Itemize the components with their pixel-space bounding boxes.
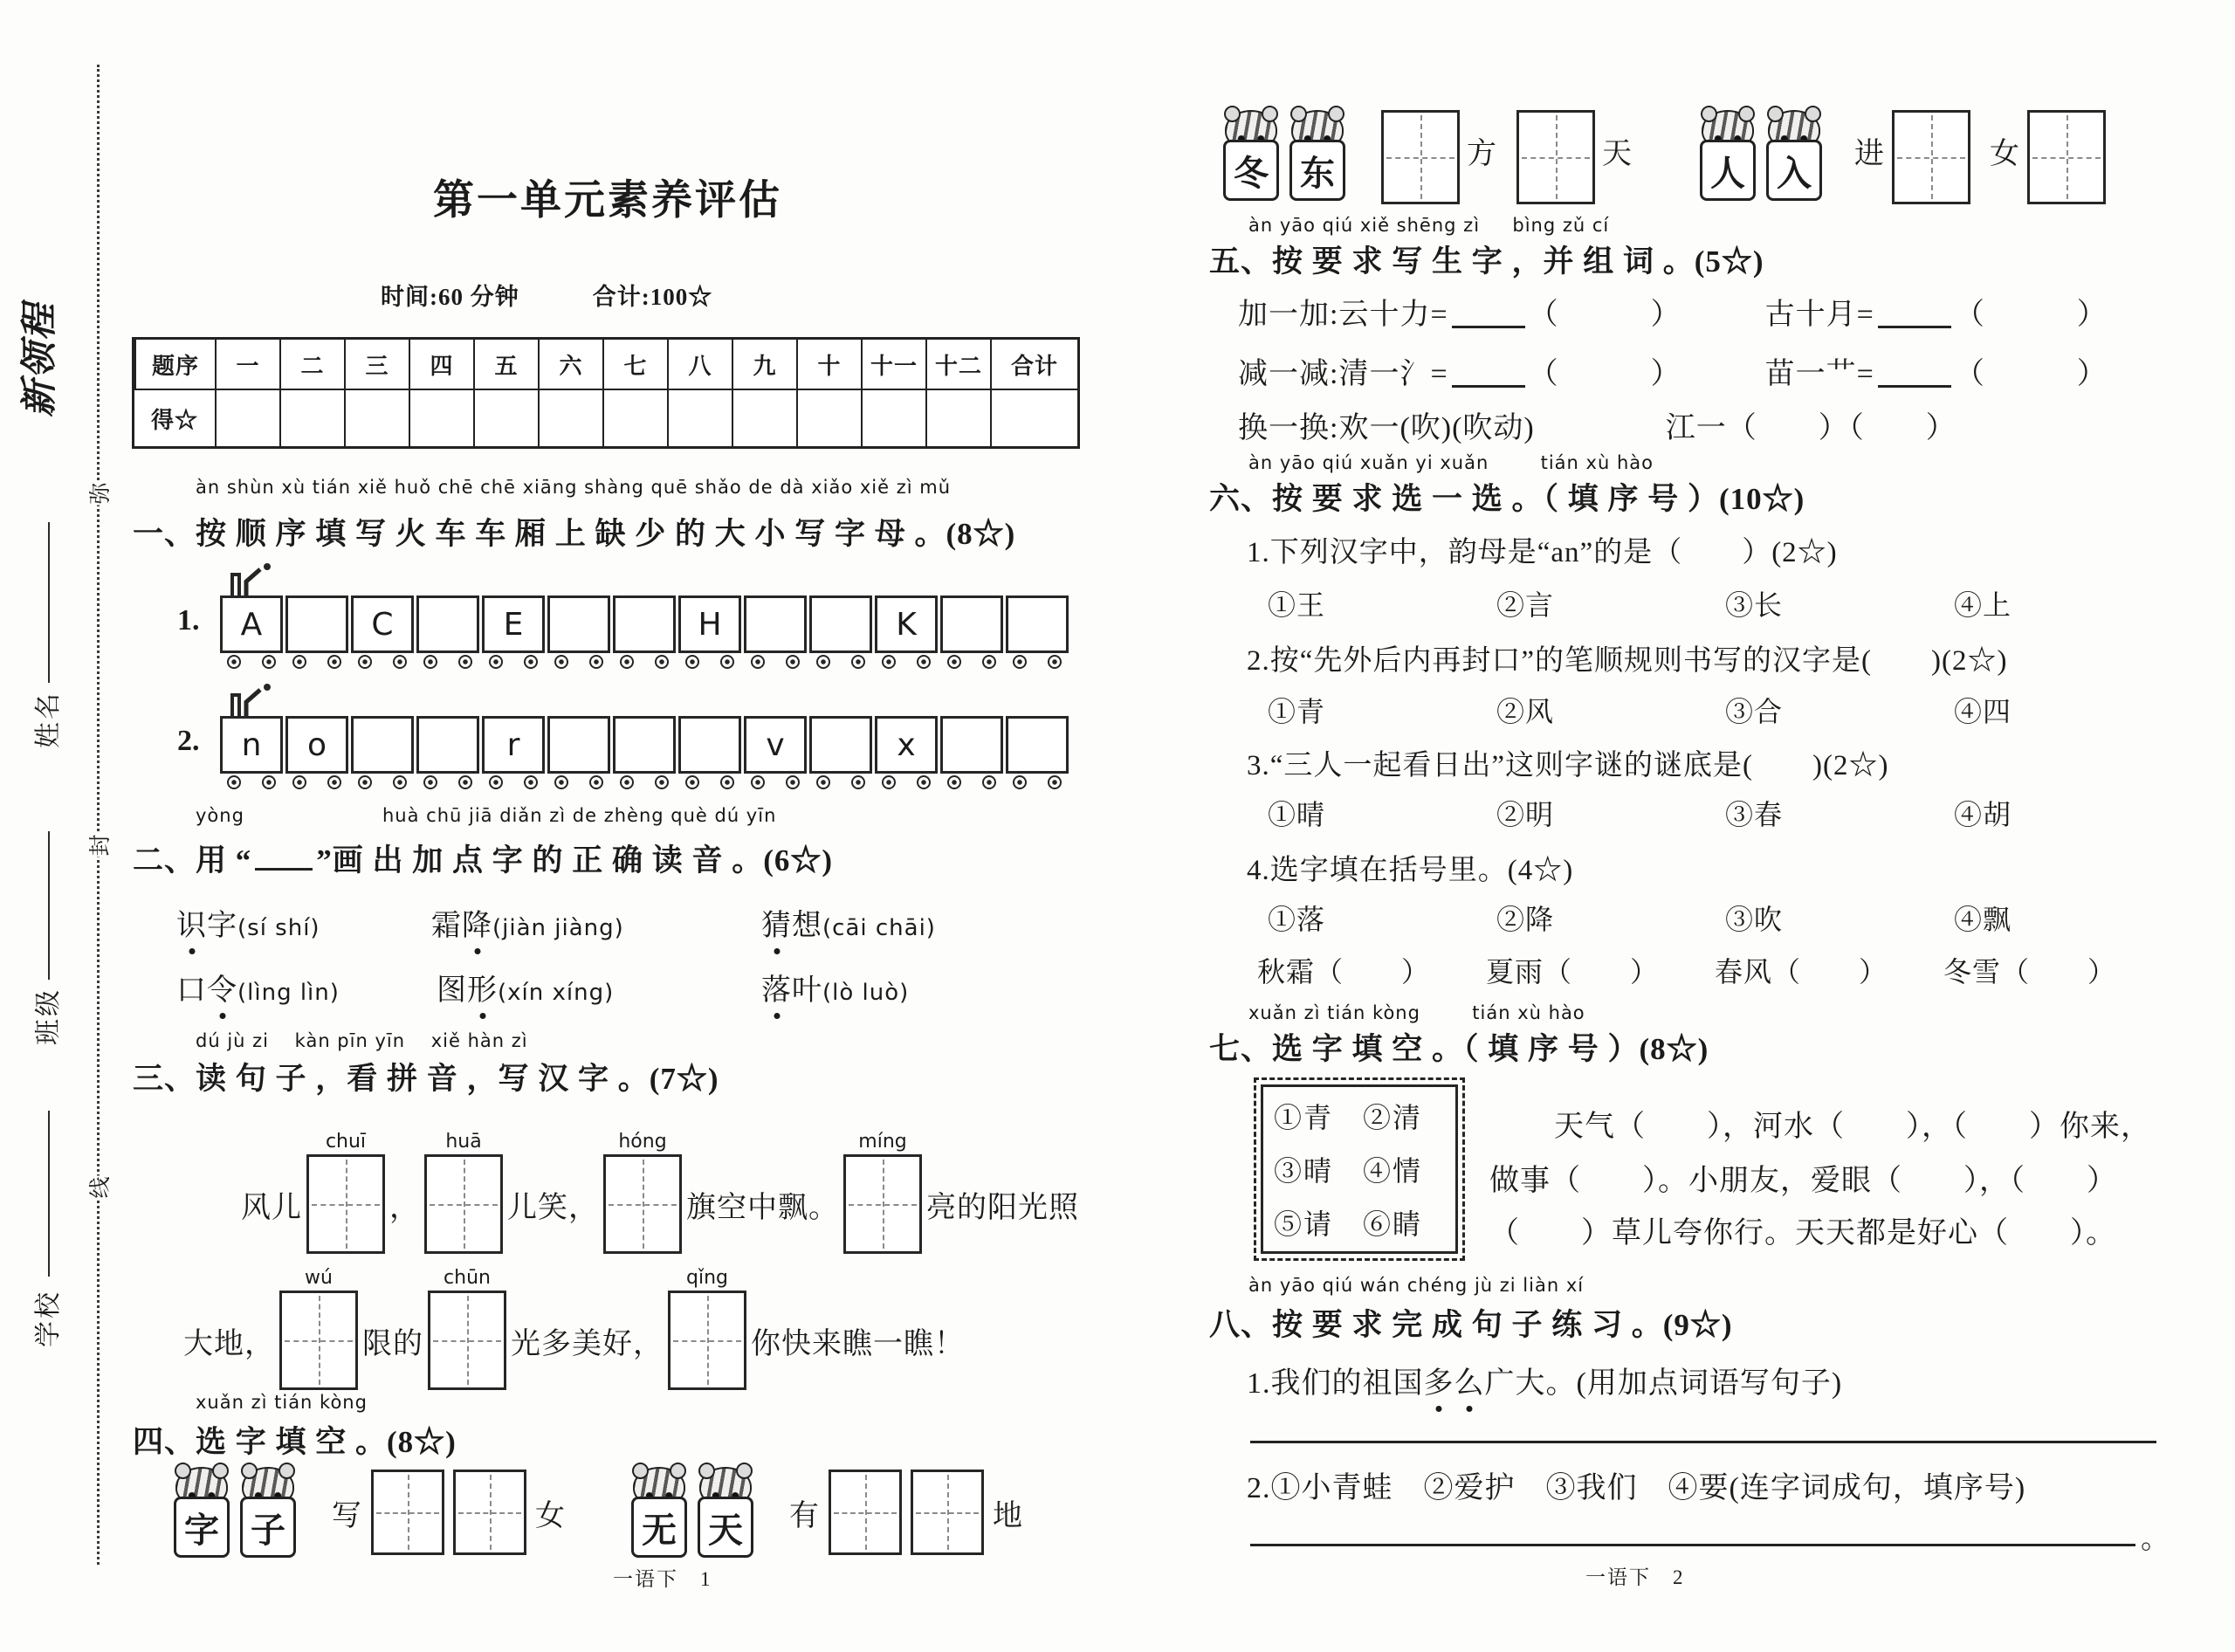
q6-sub2: 2.按“先外后内再封口”的笔顺规则书写的汉字是( )(2☆) (1247, 645, 2008, 677)
option-item: ③吹 (1725, 904, 1784, 935)
q2-word-tuxing: 图形(xín xíng) (437, 966, 614, 1008)
train-car-blank (744, 595, 807, 653)
word-blank-item: 春风（ ） (1715, 956, 1888, 988)
train-car-blank: C (351, 595, 414, 653)
train-car-blank (1006, 595, 1069, 653)
page-title: 第一单元素养评估 (433, 178, 782, 224)
tiger-icon (1764, 110, 1825, 201)
train-car-blank (613, 716, 676, 774)
train-car-blank (940, 595, 1003, 653)
name-blank-line (48, 522, 50, 683)
answer-blank (1878, 294, 1951, 328)
q5-subtract-row: 减一减:清一氵= （ ） 苗一艹= （ ） (1238, 349, 2108, 392)
option-item: ④上 (1954, 589, 2012, 621)
q8-pinyin: àn yāo qiú wán chéng jù zi liàn xí (1248, 1275, 1585, 1296)
writing-box: huā (424, 1154, 503, 1254)
tiger-icon (629, 1467, 690, 1558)
train-car-blank (416, 716, 479, 774)
train-car-blank: o (285, 716, 348, 774)
score-table-header-cell: 十 (796, 340, 861, 389)
score-table-header-cell: 五 (473, 340, 538, 389)
score-empty-cell (344, 389, 409, 446)
q6-options-3 (1268, 793, 2183, 833)
score-empty-cell (602, 389, 667, 446)
q4-exercise-row: 字 子 写 女 无 天 有 地 (171, 1467, 1023, 1558)
q8-sub1: 1.我们的祖国多么广大。(用加点词语写句子) (1247, 1359, 1842, 1401)
tiger-mascots (171, 1467, 299, 1558)
score-table-header-cell: 九 (732, 340, 796, 389)
q8-sub2: 2.①小青蛙 ②爱护 ③我们 ④要(连字词成句，填序号) (1247, 1472, 2026, 1504)
writing-box (1516, 110, 1595, 204)
option-item: ①青 (1268, 696, 1326, 727)
q1-pinyin: àn shùn xù tián xiě huǒ chē chē xiāng shàng quē shǎo de dà xiǎo xiě zì mǔ (196, 477, 952, 498)
writing-box (371, 1470, 444, 1555)
score-table (132, 337, 1080, 449)
q6-heading: 六、按 要 求 选 一 选 。（ 填 序 号 ）(10☆) (1209, 482, 1805, 516)
q2-pinyin-yong: yòng (196, 805, 244, 826)
q7-choice-box (1261, 1084, 1458, 1254)
word-blank-item: 夏雨（ ） (1486, 956, 1660, 988)
q7-pinyin: xuǎn zì tián kòng tián xù hào (1248, 1002, 1585, 1023)
writing-box: chūn (428, 1291, 506, 1390)
q3-heading: 三、读 句 子 ，看 拼 音 ，写 汉 字 。(7☆) (133, 1062, 719, 1096)
answer-blank (1878, 354, 1951, 388)
train-car-blank (416, 595, 479, 653)
score-table-header-cell: 二 (279, 340, 344, 389)
tiger-card: 字 (174, 1497, 230, 1558)
train-car-blank: A (220, 595, 283, 653)
tiger-card: 天 (698, 1497, 753, 1558)
train-car-blank (613, 595, 676, 653)
q2-heading: 二、用 “ ”画 出 加 点 字 的 正 确 读 音 。(6☆) (133, 843, 834, 878)
q6-sub3: 3.“三人一起看日出”这则字谜的谜底是( )(2☆) (1247, 750, 1889, 781)
score-empty-cell (409, 389, 473, 446)
option-item: ②风 (1496, 696, 1555, 727)
q3-sentence-1: 风儿 chuī ， huā 儿笑， hóng 旗空中飘。 míng 亮的阳光照 (241, 1154, 1079, 1254)
tiger-icon (1287, 110, 1348, 201)
writing-box (829, 1470, 902, 1555)
train-car-blank (678, 716, 741, 774)
tiger-icon (237, 1467, 299, 1558)
q7-line2: 做事（ ）。小朋友，爱眼（ ），（ ） (1489, 1165, 2117, 1197)
score-empty-cell (732, 389, 796, 446)
exam-paper-scan: 新领程 弥 封 线 姓名 班级 学校 第一单元素养评估 时间:60 分钟 合计:100☆ 题序 一 二 三 四 五 六 七 八 九 十 十一 十二 合计 得☆ àn shùn xù tián xiě huǒ chē chē xiāng shàng quē shǎo de dà xiǎo xiě zì mǔ 一、按 顺 序 填 写 火 车 车 厢 上 缺 少 的 大 小 写 字 母 。(8☆) 1. A C E H K 2. n o r v x yòng huà chū jiā diǎn zì de zhèng què dú yīn 二、用 “ ”画 出 加 点 字 的 正 确 读 音 。(6☆) 识字(sí shí) 霜降(jiàn jiàng) 猜想(cāi chāi) 口令(lìng lìn) 图形(xín xíng) 落叶(lò luò) dú jù zi kàn pīn yīn xiě hàn zì 三、读 句 子 ，看 拼 音 ，写 汉 字 。(7☆) 风儿 chuī ， huā 儿笑， hóng 旗空中飘。 míng 亮的阳光照 大地， wú 限的 chūn 光多美好， qǐng 你快来瞧一瞧！ xuǎn zì tián kòng 四、选 字 填 空 。(8☆) 字 子 写 女 无 天 有 地 一语下 1 冬 东 方 天 人 入 进 女 àn yāo qiú xiě shēng zì bìng zǔ cí 五、按 要 求 写 生 字 ，并 组 词 。(5☆) 加一加:云十力= （ ） 古十月= （ ） 减一减:清一氵= （ ） 苗一艹= （ ） 换一换:欢一(吹)(吹动) 江一（ ）（ ） àn yāo qiú xuǎn yi xuǎn tián xù hào 六、按 要 求 选 一 选 。（ 填 序 号 ）(10☆) 1.下列汉字中，韵母是“an”的是（ ）(2☆) ①王 ②言 ③长 ④上 2.按“先外后内再封口”的笔顺规则书写的汉字是( )(2☆) ①青 ②风 ③合 ④四 3.“三人一起看日出”这则字谜的谜底是( )(2☆) ①晴 ②明 ③春 ④胡 4.选字填在括号里。(4☆) ①落 ②降 ③吹 ④飘 秋霜（ ） 夏雨（ ） 春风（ ） 冬雪（ ） xuǎn zì tián kòng tián xù hào 七、选 字 填 空 。（ 填 序 号 ）(8☆) ①青 ②清 ③晴 ④情 ⑤请 ⑥睛 天气（ ），河水（ ），（ ）你来， 做事（ ）。小朋友，爱眼（ ），（ ） （ ）草儿夸你行。天天都是好心（ ）。 àn yāo qiú wán chéng jù zi liàn xí 八、按 要 求 完 成 句 子 练 习 。(9☆) 1.我们的祖国多么广大。(用加点词语写句子) 2.①小青蛙 ②爱护 ③我们 ④要(连字词成句，填序号) 。 一语下 2 (0, 0, 2235, 1652)
option-item: ②降 (1496, 904, 1555, 935)
underline-blank (255, 842, 313, 871)
locomotive-chimney-icon (225, 562, 274, 597)
answer-blank (1452, 354, 1525, 388)
q6-options-2 (1268, 690, 2183, 730)
writing-box (453, 1470, 526, 1555)
q6-sub1: 1.下列汉字中，韵母是“an”的是（ ）(2☆) (1247, 537, 1838, 568)
q3-sentence-2: 大地， wú 限的 chūn 光多美好， qǐng 你快来瞧一瞧！ (183, 1291, 965, 1390)
tiger-mascots (1697, 110, 1825, 201)
answer-blank (1452, 294, 1525, 328)
q1-heading: 一、按 顺 序 填 写 火 车 车 厢 上 缺 少 的 大 小 写 字 母 。(8☆) (133, 517, 1016, 551)
q8-heading: 八、按 要 求 完 成 句 子 练 习 。(9☆) (1209, 1308, 1733, 1342)
train-car-blank: H (678, 595, 741, 653)
score-empty-cell (925, 389, 990, 446)
q5-add-row: 加一加:云十力= （ ） 古十月= （ ） (1238, 290, 2108, 333)
score-table-header-cell: 六 (538, 340, 602, 389)
train2-label: 2. (177, 725, 200, 757)
tiger-card: 入 (1766, 140, 1822, 201)
option-item: ④胡 (1954, 799, 2012, 830)
q2-word-shizi: 识字(sí shí) (176, 901, 320, 944)
seal-char-mi: 弥 (79, 481, 118, 505)
score-empty-cell (796, 389, 861, 446)
score-table-header-cell: 十一 (861, 340, 925, 389)
q5-heading: 五、按 要 求 写 生 字 ，并 组 词 。(5☆) (1209, 244, 1764, 279)
writing-box: hóng (603, 1154, 682, 1254)
option-item: ①晴 (1268, 799, 1326, 830)
q6-options-4 (1268, 898, 2183, 938)
q6-pinyin: àn yāo qiú xuǎn yi xuǎn tián xù hào (1248, 452, 1654, 473)
option-item: ①落 (1268, 904, 1326, 935)
q6-options-1 (1268, 583, 2183, 623)
tiger-card: 人 (1700, 140, 1756, 201)
page-footer-left: 一语下 1 (613, 1568, 712, 1590)
option-item: ④飘 (1954, 904, 2012, 935)
score-table-header-cell: 八 (667, 340, 732, 389)
train-car-blank (285, 595, 348, 653)
sentence-period: 。 (2141, 1524, 2170, 1555)
q4-pinyin: xuǎn zì tián kòng (196, 1392, 368, 1413)
score-label-cell: 得☆ (134, 389, 215, 446)
score-empty-cell (538, 389, 602, 446)
train-car-blank (809, 595, 872, 653)
score-table-header-cell: 十二 (925, 340, 990, 389)
seal-dotted-line (97, 65, 100, 1565)
train1-label: 1. (177, 604, 200, 637)
tiger-mascots (1221, 110, 1348, 201)
score-table-header-cell: 题序 (134, 340, 215, 389)
page-footer-right: 一语下 2 (1585, 1566, 1685, 1588)
choice-row: ①青 ②清 (1274, 1102, 1423, 1133)
q6-sub4: 4.选字填在括号里。(4☆) (1247, 855, 1574, 886)
tiger-card: 子 (240, 1497, 296, 1558)
score-empty-cell (861, 389, 925, 446)
tiger-card: 冬 (1223, 140, 1279, 201)
q2-word-kouling: 口令(lìng lìn) (176, 966, 340, 1008)
train-car-blank: K (875, 595, 938, 653)
choice-row: ⑤请 ⑥睛 (1274, 1208, 1423, 1240)
q2-pinyin-main: huà chū jiā diǎn zì de zhèng què dú yīn (382, 805, 777, 826)
option-item: ③春 (1725, 799, 1784, 830)
tiger-icon (171, 1467, 232, 1558)
train-car-blank: v (744, 716, 807, 774)
class-blank-line (48, 831, 50, 980)
q4-heading: 四、选 字 填 空 。(8☆) (133, 1425, 457, 1459)
q2-word-shuangjiang: 霜降(jiàn jiàng) (431, 901, 624, 944)
score-table-header-cell: 合计 (990, 340, 1077, 389)
answer-line (1250, 1544, 2135, 1546)
score-empty-cell (215, 389, 279, 446)
tiger-card: 东 (1289, 140, 1345, 201)
q5-pinyin: àn yāo qiú xiě shēng zì bìng zǔ cí (1248, 215, 1610, 236)
score-empty-cell (990, 389, 1077, 446)
writing-box: qǐng (668, 1291, 746, 1390)
tiger-icon (695, 1467, 756, 1558)
tiger-icon (1221, 110, 1282, 201)
exam-meta: 时间:60 分钟 合计:100☆ (381, 284, 713, 310)
score-table-header-cell: 三 (344, 340, 409, 389)
choice-row: ③晴 ④情 (1274, 1155, 1423, 1187)
tiger-icon (1697, 110, 1758, 201)
word-blank-item: 冬雪（ ） (1943, 956, 2117, 988)
writing-box (911, 1470, 984, 1555)
seal-char-xian: 线 (79, 1175, 118, 1199)
writing-box (2027, 110, 2106, 204)
option-item: ②言 (1496, 589, 1555, 621)
train-car-blank: r (482, 716, 545, 774)
school-blank-line (48, 1111, 50, 1277)
train-1 (220, 595, 1071, 653)
seal-char-feng: 封 (79, 833, 118, 857)
train-car-blank (940, 716, 1003, 774)
train-2 (220, 716, 1071, 774)
train-car-blank (547, 595, 610, 653)
writing-box: míng (843, 1154, 922, 1254)
q2-word-luoye: 落叶(lò luò) (761, 966, 909, 1008)
train-car-blank (809, 716, 872, 774)
option-item: ③长 (1725, 589, 1784, 621)
score-table-header-cell: 七 (602, 340, 667, 389)
score-empty-cell (473, 389, 538, 446)
option-item: ④四 (1954, 696, 2012, 727)
writing-box: chuī (306, 1154, 385, 1254)
train-car-blank: E (482, 595, 545, 653)
q2-word-caixiang: 猜想(cāi chāi) (761, 901, 936, 944)
train-car-blank: x (875, 716, 938, 774)
q5-swap-row: 换一换:欢一(吹)(吹动) 江一（ ）（ ） (1238, 412, 1956, 444)
tiger-card: 无 (631, 1497, 687, 1558)
q5-header-row: 冬 东 方 天 人 入 进 女 (1221, 110, 2106, 204)
option-item: ②明 (1496, 799, 1555, 830)
q6-word-blanks-row (1257, 950, 2172, 990)
score-table-header-cell: 一 (215, 340, 279, 389)
train-car-blank (1006, 716, 1069, 774)
score-table-header-cell: 四 (409, 340, 473, 389)
writing-box (1892, 110, 1970, 204)
train-car-blank (547, 716, 610, 774)
answer-line (1250, 1441, 2156, 1443)
option-item: ①王 (1268, 589, 1326, 621)
word-blank-item: 秋霜（ ） (1257, 956, 1431, 988)
q7-line3: （ ）草儿夸你行。天天都是好心（ ）。 (1489, 1217, 2116, 1249)
train-car-blank (351, 716, 414, 774)
writing-box: wú (279, 1291, 358, 1390)
q7-heading: 七、选 字 填 空 。（ 填 序 号 ）(8☆) (1209, 1032, 1709, 1066)
score-empty-cell (279, 389, 344, 446)
tiger-mascots (629, 1467, 756, 1558)
q7-line1: 天气（ ），河水（ ），（ ）你来， (1554, 1111, 2151, 1143)
score-empty-cell (667, 389, 732, 446)
option-item: ③合 (1725, 696, 1784, 727)
writing-box (1381, 110, 1460, 204)
locomotive-chimney-icon (225, 683, 274, 718)
q3-pinyin: dú jù zi kàn pīn yīn xiě hàn zì (196, 1030, 528, 1051)
train-car-blank: n (220, 716, 283, 774)
